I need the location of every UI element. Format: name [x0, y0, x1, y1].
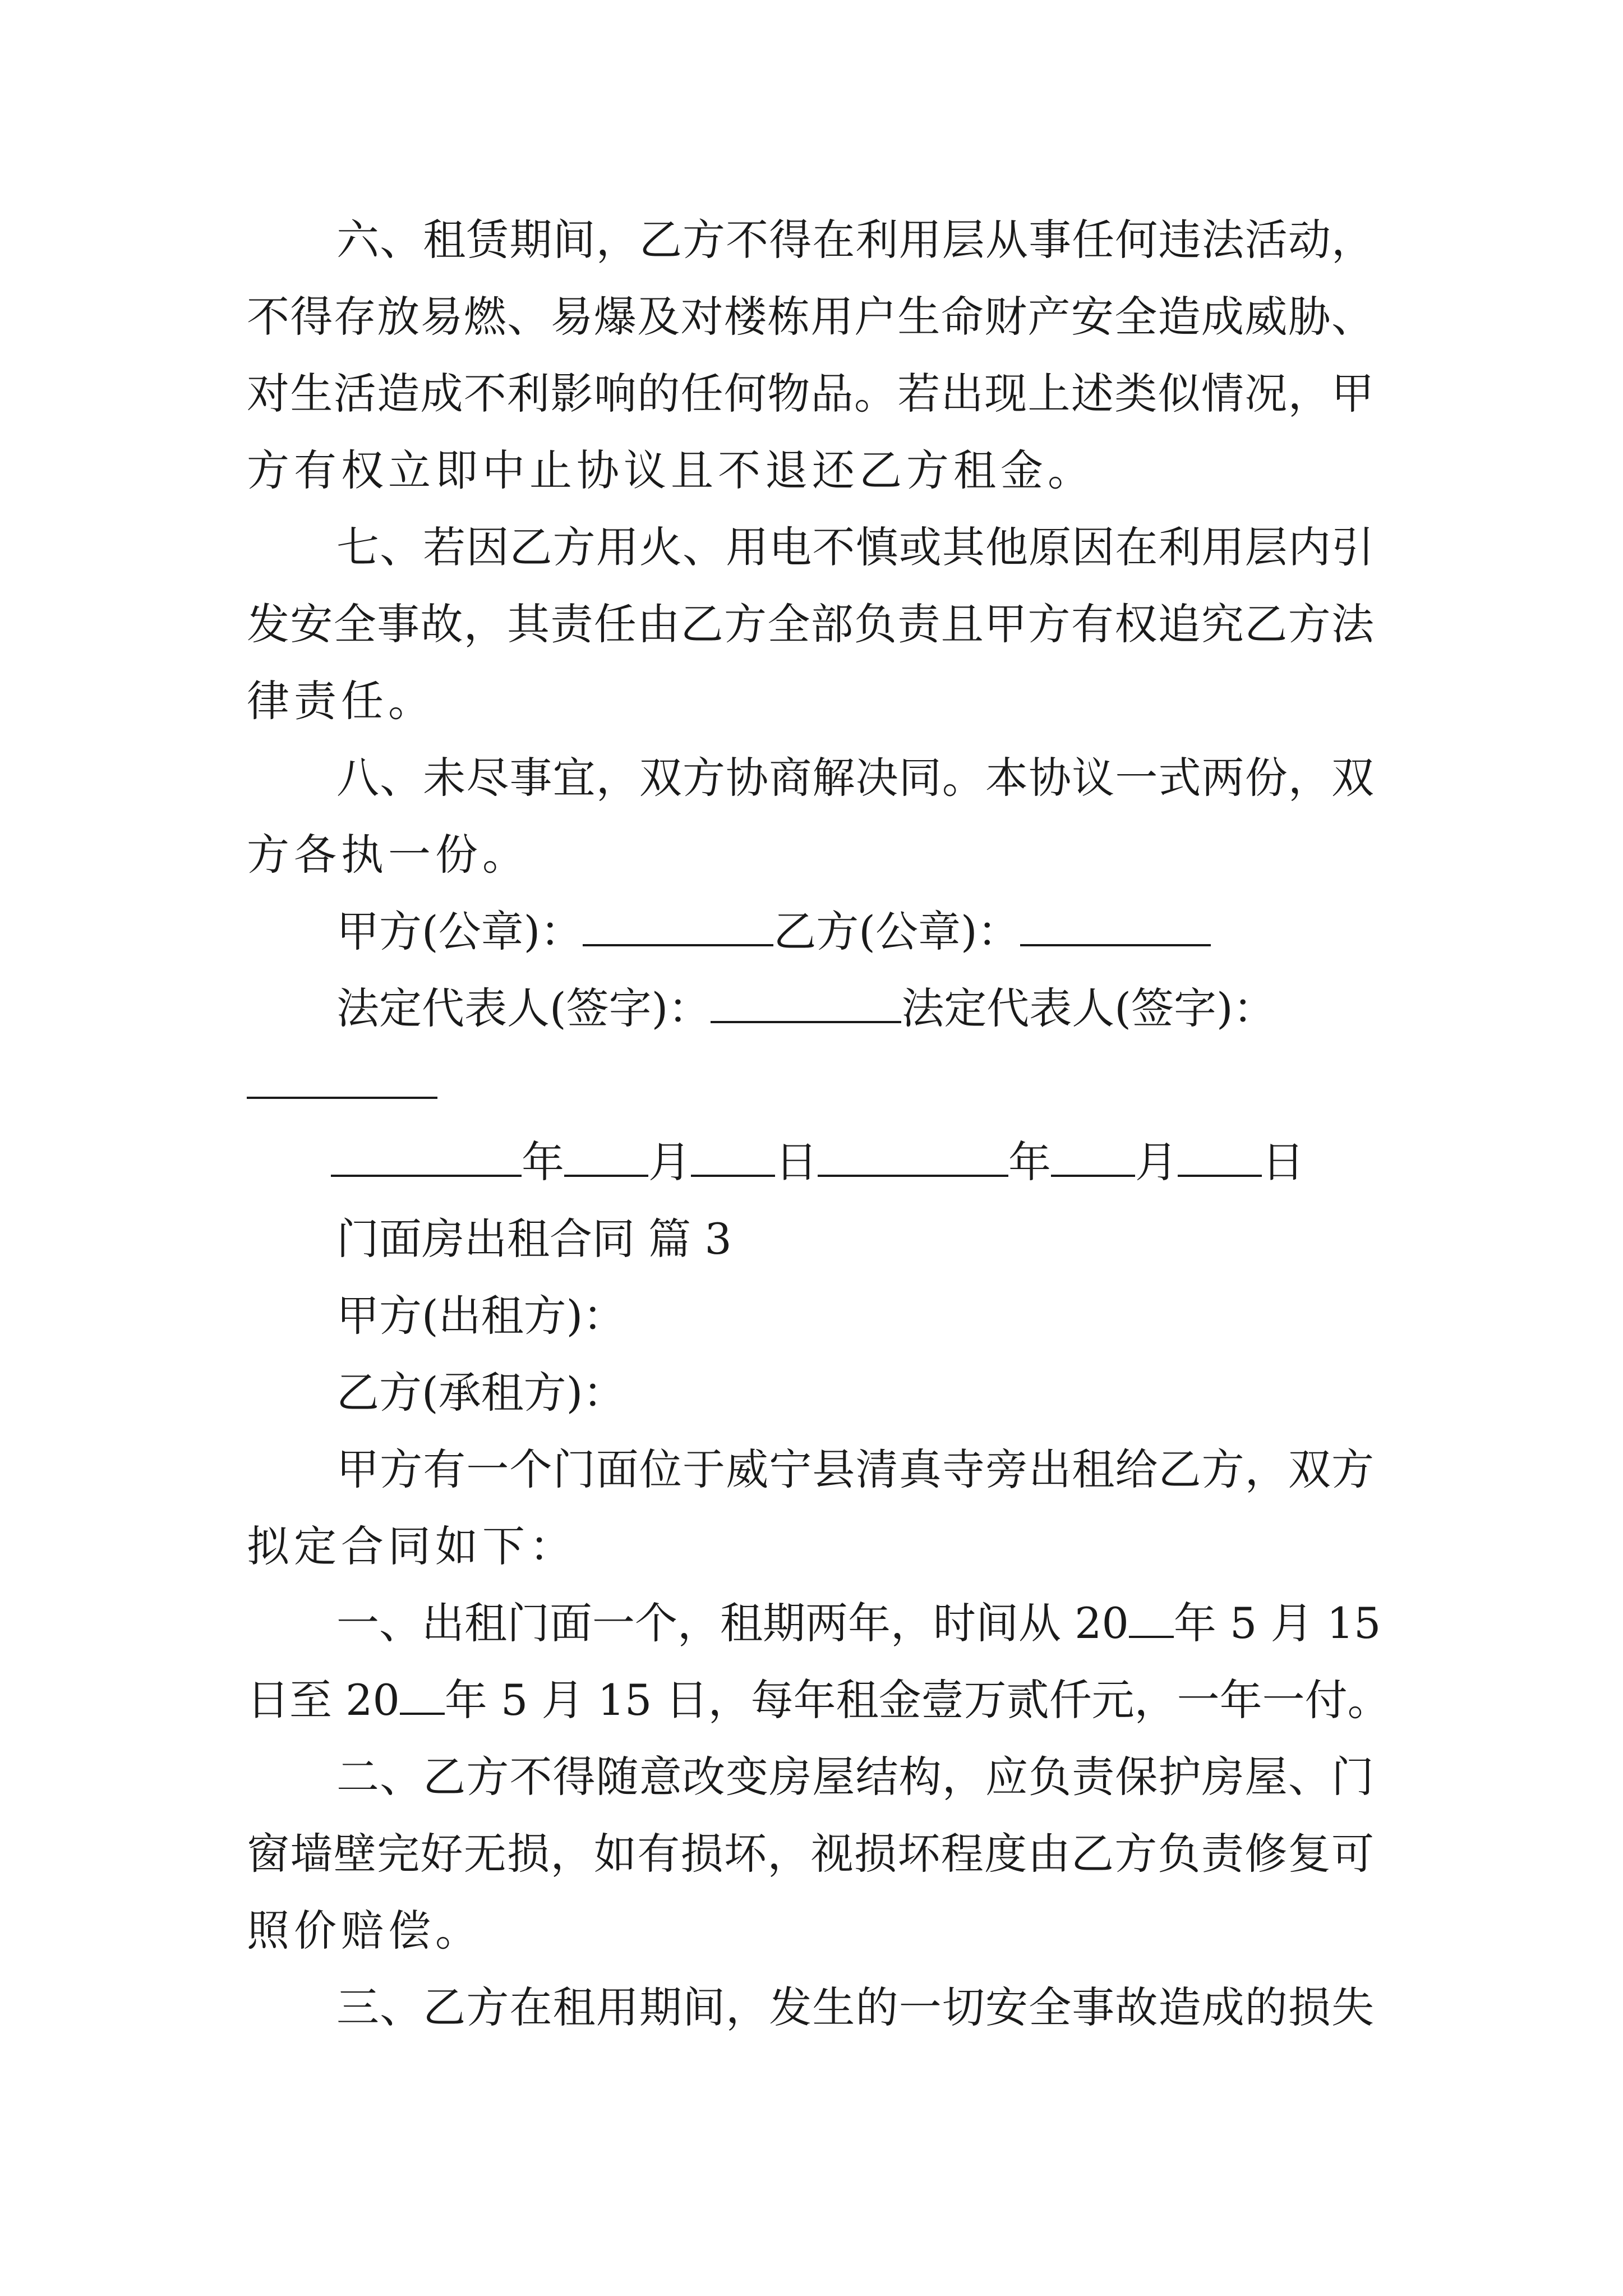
- month-b-label: 月: [1135, 1137, 1178, 1187]
- party-b-label: 乙方(承租方)：: [336, 1368, 626, 1418]
- party-a-label: 甲方(出租方)：: [336, 1291, 626, 1341]
- clause6-line1: 六、租赁期间，乙方不得在利用层从事任何违法活动，: [336, 215, 1374, 265]
- c1-line2-part-b: 年 5 月 15 日，每年租金壹万贰仟元，一年一付。: [444, 1675, 1390, 1725]
- c3-clause2-line2: 窗墙壁完好无损，如有损坏，视损坏程度由乙方负责修复可: [247, 1829, 1374, 1879]
- rep-a-label: 法定代表人(签字)：: [336, 983, 711, 1033]
- c1-line2-part-a: 日至 20: [247, 1675, 400, 1725]
- intro-line1: 甲方有一个门面位于威宁县清真寺旁出租给乙方，双方: [336, 1444, 1374, 1494]
- c1-line1-part-a: 一、出租门面一个，租期两年，时间从 20: [336, 1598, 1129, 1648]
- c3-clause3-line1: 三、乙方在租用期间，发生的一切安全事故造成的损失: [336, 1982, 1374, 2032]
- c1-line1-part-b: 年 5 月 15: [1173, 1598, 1381, 1648]
- c3-clause2-line1: 二、乙方不得随意改变房屋结构，应负责保护房屋、门: [336, 1752, 1374, 1802]
- year-a-label: 年: [522, 1137, 564, 1187]
- month-a-label: 月: [648, 1137, 691, 1187]
- party-a-seal-blank: [583, 910, 773, 946]
- date-line: [331, 1134, 1304, 1190]
- c1-year-blank-1: [1129, 1602, 1174, 1638]
- c3-clause1-line2: [247, 1672, 1390, 1728]
- clause8-line2: 方各执一份。: [247, 830, 529, 880]
- rep-b-label: 法定代表人(签字)：: [901, 983, 1276, 1033]
- rep-a-blank: [711, 987, 901, 1023]
- month-a-blank: [564, 1141, 648, 1177]
- day-a-blank: [691, 1141, 775, 1177]
- year-b-label: 年: [1008, 1137, 1051, 1187]
- party-b-seal-blank: [1020, 910, 1211, 946]
- year-a-blank: [331, 1141, 522, 1177]
- contract3-heading: 门面房出租合同 篇 3: [336, 1214, 732, 1264]
- party-b-seal-label: 乙方(公章)：: [773, 907, 1020, 956]
- day-b-blank: [1178, 1141, 1262, 1177]
- seal-line: [336, 904, 1211, 960]
- clause6-line4: 方有权立即中止协议且不退还乙方租金。: [247, 445, 1095, 495]
- rep-line: [336, 981, 1276, 1037]
- clause6-line2: 不得存放易燃、易爆及对楼栋用户生命财产安全造成威胁、: [247, 292, 1374, 342]
- party-a-seal-label: 甲方(公章)：: [336, 907, 583, 956]
- clause7-line2: 发安全事故，其责任由乙方全部负责且甲方有权追究乙方法: [247, 599, 1374, 649]
- clause7-line1: 七、若因乙方用火、用电不慎或其他原因在利用层内引: [336, 522, 1374, 572]
- c3-clause1-line1: [336, 1595, 1381, 1651]
- month-b-blank: [1051, 1141, 1135, 1177]
- clause6-line3: 对生活造成不利影响的任何物品。若出现上述类似情况，甲: [247, 369, 1374, 418]
- intro-line2: 拟定合同如下：: [247, 1521, 577, 1571]
- day-b-label: 日: [1262, 1137, 1304, 1187]
- c1-year-blank-2: [400, 1679, 445, 1715]
- year-b-blank: [818, 1141, 1008, 1177]
- clause8-line1: 八、未尽事宜，双方协商解决同。本协议一式两份，双: [336, 753, 1374, 803]
- rep-b-blank: [247, 1097, 437, 1099]
- c3-clause2-line3: 照价赔偿。: [247, 1906, 482, 1955]
- day-a-label: 日: [775, 1137, 818, 1187]
- clause7-line3: 律责任。: [247, 676, 435, 726]
